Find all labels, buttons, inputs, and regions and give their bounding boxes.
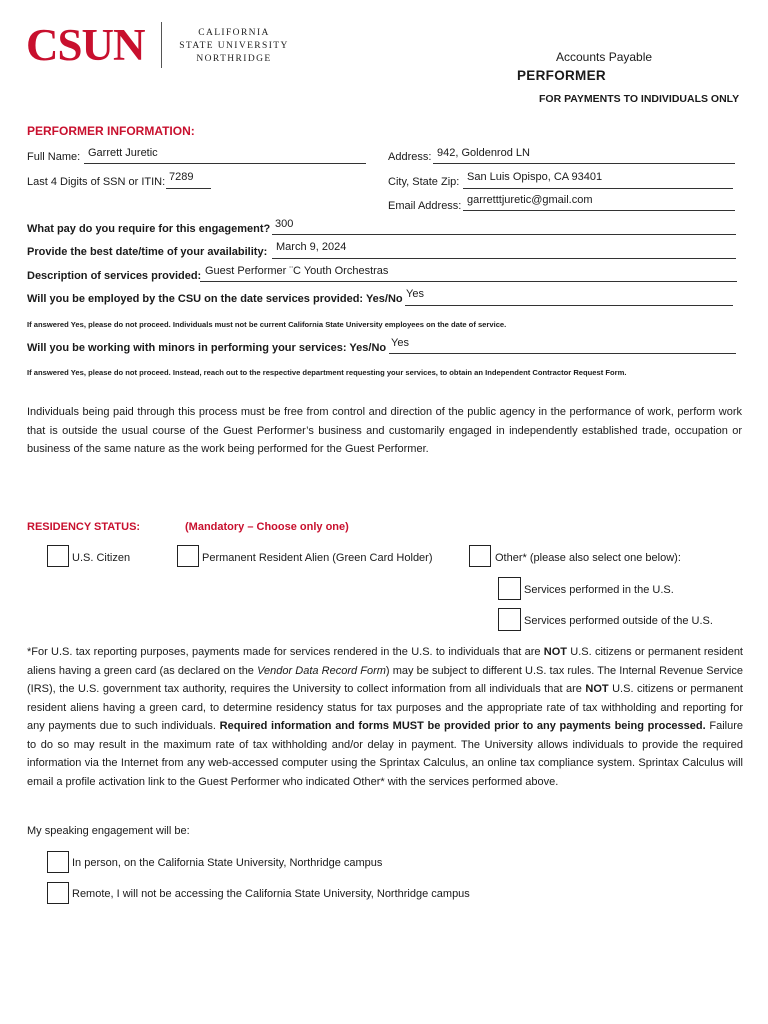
ssn-field[interactable]: 7289	[169, 171, 194, 183]
tax-text-4: U.S. citizens or permanent resident aliens having a green card, to determine residency status for tax purposes and the appropriate rate of tax withholding and reporting for any payments due to such individuals.	[27, 683, 743, 732]
logo-divider	[161, 22, 162, 68]
form-title: PERFORMER	[517, 68, 606, 83]
ssn-line	[166, 188, 211, 189]
services-line	[200, 281, 737, 282]
permanent-resident-checkbox[interactable]	[177, 545, 199, 567]
us-citizen-checkbox[interactable]	[47, 545, 69, 567]
engagement-prompt: My speaking engagement will be:	[27, 825, 190, 837]
address-field[interactable]: 942, Goldenrod LN	[437, 147, 530, 159]
email-line	[463, 210, 735, 211]
vendor-form-name: Vendor Data Record Form	[257, 664, 386, 677]
address-line	[433, 163, 735, 164]
performer-info-heading: PERFORMER INFORMATION:	[27, 124, 195, 138]
minors-field[interactable]: Yes	[391, 337, 409, 349]
availability-label: Provide the best date/time of your availability:	[27, 246, 268, 258]
department-label: Accounts Payable	[556, 50, 653, 64]
minors-label: Will you be working with minors in performing your services: Yes/No	[27, 342, 387, 354]
email-label: Email Address:	[388, 200, 462, 212]
form-subtitle: FOR PAYMENTS TO INDIVIDUALS ONLY	[539, 93, 740, 105]
city-field[interactable]: San Luis Opispo, CA 93401	[467, 171, 603, 183]
permanent-resident-label: Permanent Resident Alien (Green Card Holder)	[202, 552, 433, 564]
address-label: Address:	[388, 151, 432, 163]
city-line	[463, 188, 733, 189]
full-name-field[interactable]: Garrett Juretic	[88, 147, 158, 159]
csu-employed-field[interactable]: Yes	[406, 288, 424, 300]
services-label: Description of services provided:	[27, 270, 202, 282]
tax-text-3: ) may be subject to different U.S. tax rules. The Internal Revenue Service (IRS), the U.S. government tax authority, requires the University to collect information from all individuals that are	[27, 664, 743, 695]
services-outside-us-label: Services performed outside of the U.S.	[524, 615, 713, 627]
other-checkbox[interactable]	[469, 545, 491, 567]
availability-line	[272, 258, 736, 259]
minors-note: If answered Yes, please do not proceed. Instead, reach out to the respective department requesting your services, to obtain an Independent Contractor Request Form.	[27, 368, 627, 377]
minors-line	[389, 353, 736, 354]
us-citizen-label: U.S. Citizen	[72, 552, 131, 564]
full-name-label: Full Name:	[27, 151, 81, 163]
services-in-us-label: Services performed in the U.S.	[524, 584, 674, 596]
lockup-line-3: NORTHRIDGE	[196, 54, 272, 64]
services-outside-us-checkbox[interactable]	[498, 608, 521, 631]
residency-mandatory: (Mandatory – Choose only one)	[185, 521, 349, 533]
in-person-checkbox[interactable]	[47, 851, 69, 873]
tax-not-1: NOT	[543, 646, 568, 658]
lockup-line-2: STATE UNIVERSITY	[179, 41, 289, 51]
tax-text-5: Failure to do so may result in the maximum rate of tax withholding and/or delay in payment. The University allows individuals to provide the required information via the Internet from any web-accessed computer using the Sprintax Calculus, an online tax compliance system. Sprintax Calculus will email a profile activation link to the Guest Performer who indicated Other* with the services performed above.	[27, 720, 743, 788]
services-in-us-checkbox[interactable]	[498, 577, 521, 600]
tax-not-2: NOT	[585, 683, 609, 695]
services-field[interactable]: Guest Performer ¨C Youth Orchestras	[205, 265, 389, 277]
pay-line	[272, 234, 736, 235]
ssn-label: Last 4 Digits of SSN or ITIN:	[27, 176, 166, 188]
residency-heading: RESIDENCY STATUS:	[27, 521, 141, 533]
tax-text-1: *For U.S. tax reporting purposes, payments made for services rendered in the U.S. to individuals that are	[27, 646, 544, 658]
other-label: Other* (please also select one below):	[495, 552, 681, 564]
csu-employed-note: If answered Yes, please do not proceed. Individuals must not be current California State University employees on the date of service.	[27, 320, 507, 329]
tax-required-notice: Required information and forms MUST be provided prior to any payments being processed.	[219, 720, 706, 732]
pay-field[interactable]: 300	[275, 218, 294, 230]
university-lockup	[172, 27, 296, 66]
lockup-line-1: CALIFORNIA	[198, 28, 270, 38]
control-paragraph: Individuals being paid through this process must be free from control and direction of the public agency in the performance of work, perform work that is outside the usual course of the Guest Performer’s business and customarily engaged in independently established trade, occupation or business of the same nature as the work being performed for the Guest Performer.	[27, 406, 742, 455]
full-name-line	[84, 163, 366, 164]
remote-label: Remote, I will not be accessing the California State University, Northridge campus	[72, 888, 470, 900]
tax-text-2: U.S. citizens or permanent resident aliens having a green card (as declared on the	[27, 646, 743, 677]
availability-field[interactable]: March 9, 2024	[276, 241, 347, 253]
city-label: City, State Zip:	[388, 176, 460, 188]
in-person-label: In person, on the California State University, Northridge campus	[72, 857, 383, 869]
remote-checkbox[interactable]	[47, 882, 69, 904]
email-field[interactable]: garretttjuretic@gmail.com	[467, 194, 593, 206]
csu-employed-label: Will you be employed by the CSU on the date services provided: Yes/No	[27, 293, 403, 305]
tax-paragraph	[27, 643, 743, 791]
csun-logo: CSUN	[26, 20, 145, 70]
csu-employed-line	[405, 305, 733, 306]
pay-label: What pay do you require for this engagement?	[27, 223, 271, 235]
